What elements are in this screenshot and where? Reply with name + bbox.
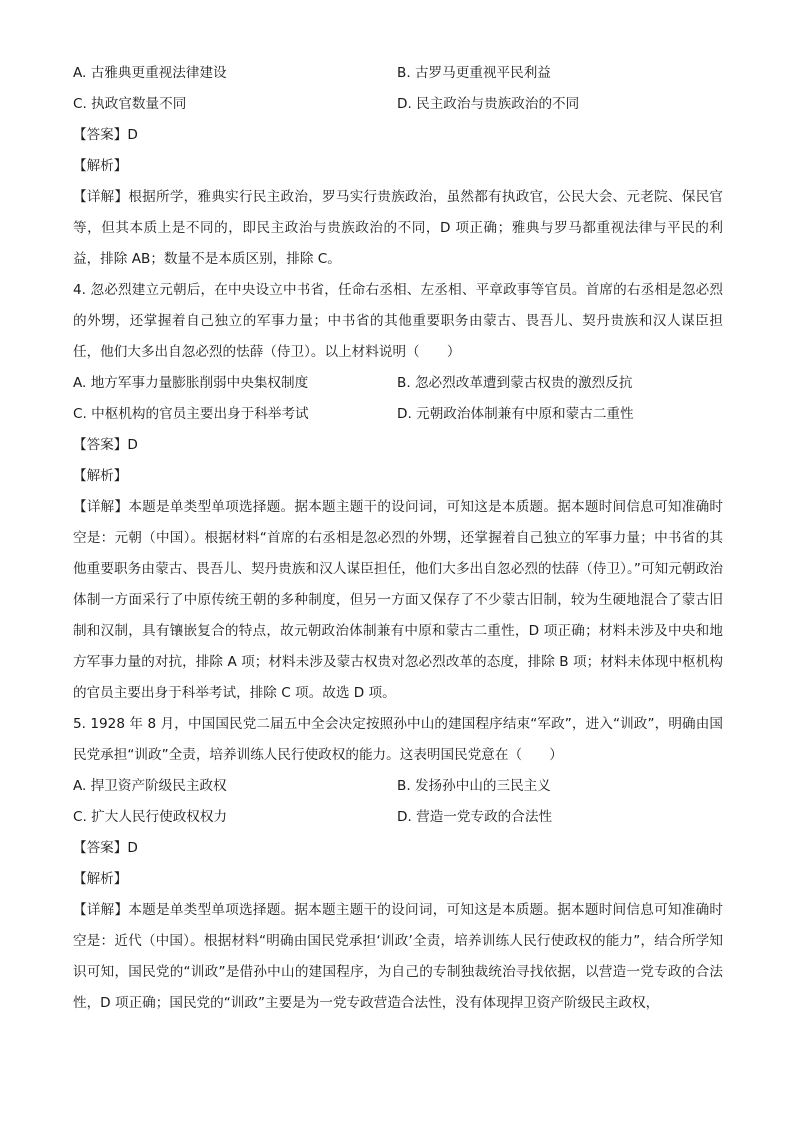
q5-answer: 【答案】D [73,840,138,856]
q3-option-d: D. 民主政治与贵族政治的不同 [397,96,580,112]
q4-analysis-heading: 【解析】 [73,468,128,484]
q5-options-row-1 [73,771,723,802]
q5-detail: 【详解】本题是单类型单项选择题。据本题主题干的设问词，可知这是本质题。据本题时间信息可知准确时空是：近代（中国）。根据材料“明确由国民党承担‘训政’全责，培养训练人民行使政权的能力”，结合所学知识可知，国民党的“训政”是借孙中山的建国程序，为自己的专制独裁统治寻找依据，以营造一党专政的合法性，D 项正确；国民党的“训政”主要是为一党专政营造合法性，没有体现捍卫资产阶级民主政权， [73,902,723,1011]
q5-options-row-2 [73,802,723,833]
q4-option-c: C. 中枢机构的官员主要出身于科举考试 [73,406,309,422]
q3-answer: 【答案】D [73,127,138,143]
q4-options-row-2 [73,399,723,430]
q5-option-a: A. 捍卫资产阶级民主政权 [73,778,227,794]
q3-option-c: C. 执政官数量不同 [73,96,187,112]
q3-options-row-2 [73,89,723,120]
q5-option-b: B. 发扬孙中山的三民主义 [397,778,551,794]
q4-answer: 【答案】D [73,437,138,453]
q4-detail: 【详解】本题是单类型单项选择题。据本题主题干的设问词，可知这是本质题。据本题时间信息可知准确时空是：元朝（中国）。根据材料“首席的右丞相是忽必烈的外甥，还掌握着自己独立的军事力量；中书省的其他重要职务由蒙古、畏吾儿、契丹贵族和汉人谋臣担任，他们大多出自忽必烈的怯薛（侍卫）。”可知元朝政治体制一方面采行了中原传统王朝的多种制度，但另一方面又保存了不少蒙古旧制，较为生硬地混合了蒙古旧制和汉制，具有镶嵌复合的特点，故元朝政治体制兼有中原和蒙古二重性，D 项正确；材料未涉及中央和地方军事力量的对抗，排除 A 项；材料未涉及蒙古权贵对忽必烈改革的态度，排除 B 项；材料未体现中枢机构的官员主要出身于科举考试，排除 C 项。故选 D 项。 [73,499,723,701]
q3-option-b: B. 古罗马更重视平民利益 [397,65,551,81]
q5-analysis-heading: 【解析】 [73,871,128,887]
q3-detail: 【详解】根据所学，雅典实行民主政治，罗马实行贵族政治，虽然都有执政官，公民大会、元老院、保民官等，但其本质上是不同的，即民主政治与贵族政治的不同，D 项正确；雅典与罗马都重视法律与平民的利益，排除 AB；数量不是本质区别，排除 C。 [73,189,723,267]
q3-options-row-1 [73,58,723,89]
q4-option-d: D. 元朝政治体制兼有中原和蒙古二重性 [397,406,634,422]
q4-stem: 4. 忽必烈建立元朝后，在中央设立中书省，任命右丞相、左丞相、平章政事等官员。首席的右丞相是忽必烈的外甥，还掌握着自己独立的军事力量；中书省的其他重要职务由蒙古、畏吾儿、契丹贵族和汉人谋臣担任，他们大多出自忽必烈的怯薛（侍卫）。以上材料说明（ ） [73,282,723,360]
q5-stem: 5. 1928 年 8 月，中国国民党二届五中全会决定按照孙中山的建国程序结束“军政”，进入“训政”，明确由国民党承担“训政”全责，培养训练人民行使政权的能力。这表明国民党意在（ ） [73,716,723,763]
q4-option-b: B. 忽必烈改革遭到蒙古权贵的激烈反抗 [397,375,633,391]
document-page [73,58,723,1019]
q4-option-a: A. 地方军事力量膨胀削弱中央集权制度 [73,375,309,391]
q3-analysis-heading: 【解析】 [73,158,128,174]
q4-options-row-1 [73,368,723,399]
q5-option-d: D. 营造一党专政的合法性 [397,809,553,825]
q3-option-a: A. 古雅典更重视法律建设 [73,65,227,81]
q5-option-c: C. 扩大人民行使政权权力 [73,809,228,825]
